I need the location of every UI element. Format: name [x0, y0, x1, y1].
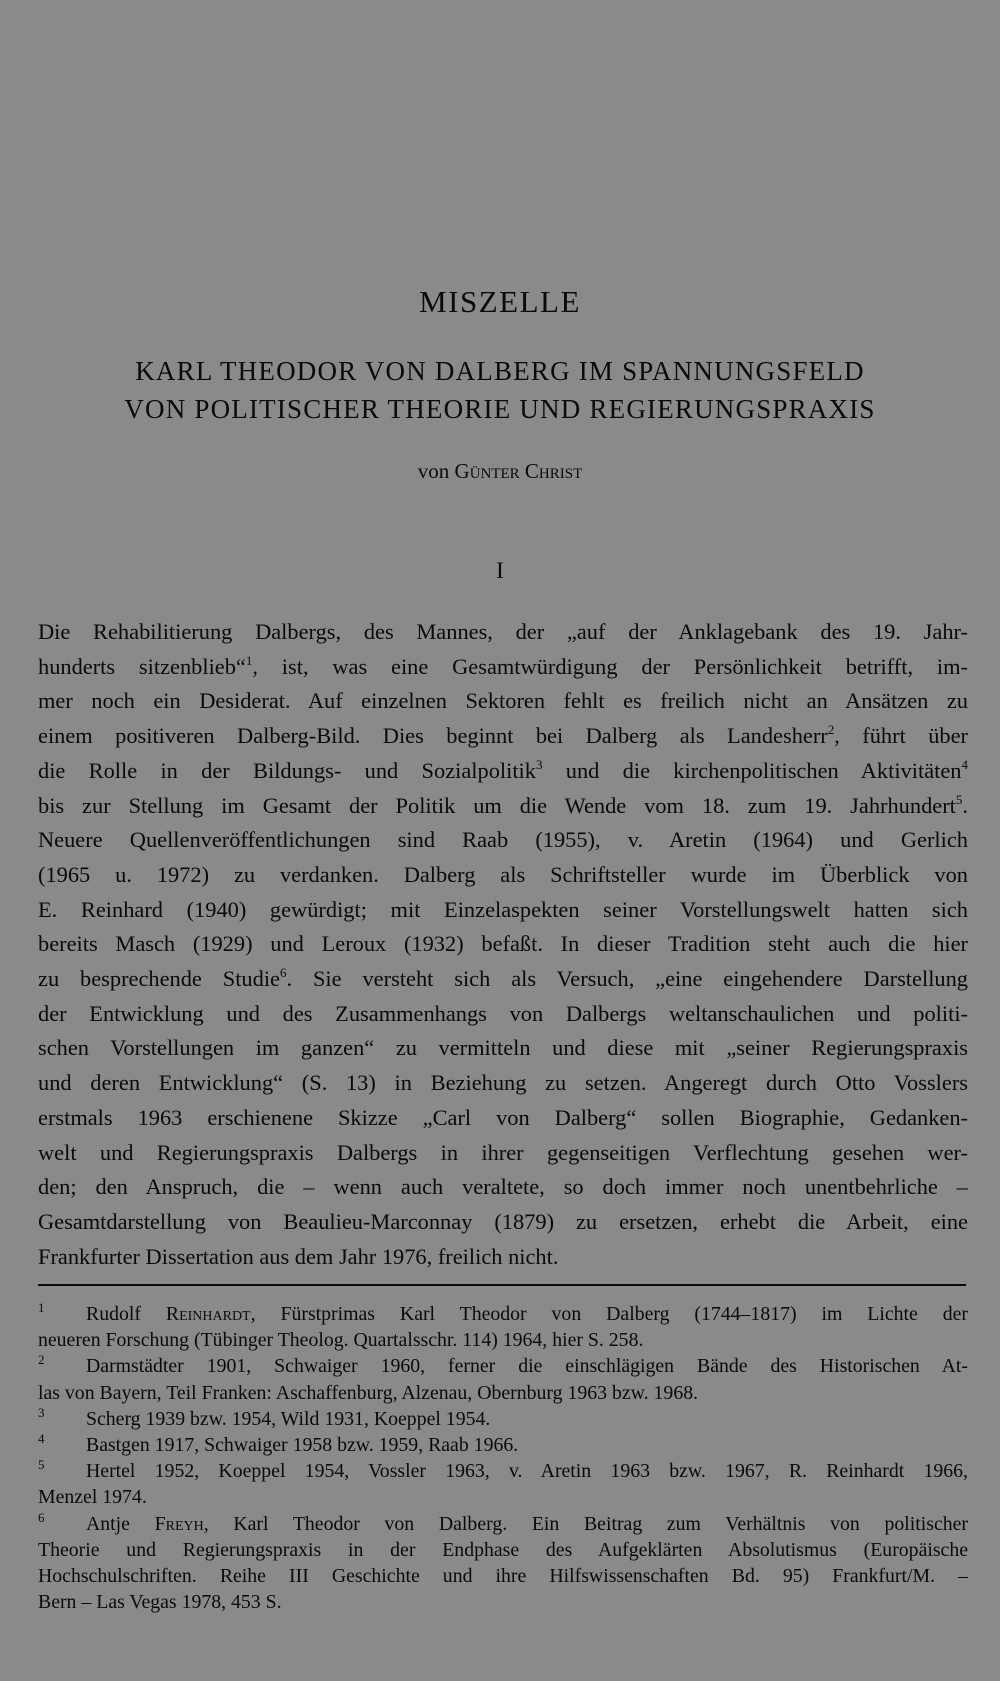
body-text-run: und die kirchenpolitischen Aktivitäten: [542, 757, 962, 783]
footnote-text: , Fürstprimas Karl Theodor von Dalberg (1744–1817) im Lichte der: [250, 1303, 968, 1325]
footnote-2: 2 Darmstädter 1901, Schwaiger 1960, ferner die einschlägigen Bände des Historischen At-: [38, 1352, 968, 1378]
body-line: E. Reinhard (1940) gewürdigt; mit Einzelaspekten seiner Vorstellungswelt hatten sich: [38, 896, 968, 922]
footnote-2-cont: las von Bayern, Teil Franken: Aschaffenburg, Alzenau, Obernburg 1963 bzw. 1968.: [38, 1381, 699, 1404]
body-line: erstmals 1963 erschienene Skizze „Carl von Dalberg“ sollen Biographie, Gedanken-: [38, 1104, 968, 1130]
body-line: der Entwicklung und des Zusammenhangs von Dalbergs weltanschaulichen und politi-: [38, 1000, 968, 1026]
body-text-run: .: [962, 792, 968, 818]
footnote-text: , Karl Theodor von Dalberg. Ein Beitrag zum Verhältnis von politischer: [203, 1512, 968, 1535]
body-text-run: bis zur Stellung im Gesamt der Politik um die Wende vom 18. zum 19. Jahrhundert: [38, 792, 956, 818]
footnotes: [38, 1301, 968, 1615]
footnote-6-cont: Hochschulschriften. Reihe III Geschichte und ihre Hilfswissenschaften Bd. 95) Frankfurt/M. –: [38, 1565, 968, 1588]
article-title-line-1: KARL THEODOR VON DALBERG IM SPANNUNGSFELD: [135, 356, 865, 386]
body-line: bereits Masch (1929) und Leroux (1932) befaßt. In dieser Tradition steht auch die hier: [38, 931, 968, 957]
body-text-run: . Sie versteht sich als Versuch, „eine eingehendere Darstellung: [286, 966, 968, 992]
body-line: Die Rehabilitierung Dalbergs, des Mannes, der „auf der Anklagebank des 19. Jahr-: [38, 619, 968, 644]
footnote-6-cont: Theorie und Regierungspraxis in der Endphase des Aufgeklärten Absolutismus (Europäische: [38, 1538, 968, 1561]
body-line: [38, 789, 968, 824]
body-text-run: die Rolle in der Bildungs- und Sozialpolitik: [38, 757, 536, 783]
footnote-author: Freyh: [154, 1512, 204, 1535]
author-byline: [0, 459, 1000, 484]
footnote-ref[interactable]: 6: [279, 965, 287, 981]
body-line: [38, 754, 968, 789]
footnote-text: Rudolf: [86, 1303, 166, 1325]
body-line: Neuere Quellenveröffentlichungen sind Raab (1955), v. Aretin (1964) und Gerlich: [38, 827, 968, 853]
body-paragraph: [38, 615, 968, 1274]
body-line: schen Vorstellungen im ganzen“ zu vermitteln und diese mit „seiner Regierungspraxis: [38, 1035, 968, 1061]
body-line: (1965 u. 1972) zu verdanken. Dalberg als Schriftsteller wurde im Überblick von: [38, 861, 968, 887]
body-line: [38, 650, 968, 685]
footnote-text: Darmstädter 1901, Schwaiger 1960, ferner die einschlägigen Bände des Historischen At-: [86, 1355, 968, 1378]
author-name: Günter Christ: [454, 459, 583, 483]
footnote-text: Antje: [86, 1512, 155, 1535]
footnote-6-cont: Bern – Las Vegas 1978, 453 S.: [38, 1591, 282, 1614]
article-title: [0, 352, 1000, 428]
section-kicker: MISZELLE: [419, 284, 581, 319]
footnote-5-cont: Menzel 1974.: [38, 1486, 147, 1509]
body-line: [38, 962, 968, 997]
body-text-run: , führt über: [834, 723, 968, 749]
footnote-6: 6 Antje Freyh, Karl Theodor von Dalberg. Ein Beitrag zum Verhältnis von politischer: [38, 1509, 968, 1535]
body-line: [38, 719, 968, 754]
footnote-ref[interactable]: 4: [961, 756, 968, 772]
body-line: mer noch ein Desiderat. Auf einzelnen Sektoren fehlt es freilich nicht an Ansätzen zu: [38, 688, 968, 714]
article-title-line-2: VON POLITISCHER THEORIE UND REGIERUNGSPRAXIS: [124, 394, 876, 424]
footnote-author: Reinhardt: [165, 1303, 251, 1325]
footnote-divider: [38, 1284, 966, 1286]
footnote-text: Bastgen 1917, Schwaiger 1958 bzw. 1959, Raab 1966.: [86, 1434, 519, 1457]
body-line: Frankfurter Dissertation aus dem Jahr 1976, freilich nicht.: [38, 1243, 559, 1269]
body-text-run: hunderts sitzenblieb“: [38, 653, 246, 679]
body-text-run: , ist, was eine Gesamtwürdigung der Persönlichkeit betrifft, im-: [252, 653, 968, 679]
section-numeral: I: [496, 558, 504, 583]
footnote-1-cont: neueren Forschung (Tübinger Theolog. Quartalsschr. 114) 1964, hier S. 258.: [38, 1329, 644, 1352]
footnote-ref[interactable]: 5: [955, 791, 963, 807]
footnote-ref[interactable]: 1: [245, 652, 253, 668]
footnote-3: 3 Scherg 1939 bzw. 1954, Wild 1931, Koeppel 1954.: [38, 1404, 491, 1430]
body-line: den; den Anspruch, die – wenn auch veraltete, so doch immer noch unentbehrliche –: [38, 1174, 968, 1200]
footnote-4: 4 Bastgen 1917, Schwaiger 1958 bzw. 1959, Raab 1966.: [38, 1431, 519, 1457]
body-line: und deren Entwicklung“ (S. 13) in Beziehung zu setzen. Angeregt durch Otto Vosslers: [38, 1070, 968, 1096]
footnote-text: Hertel 1952, Koeppel 1954, Vossler 1963, v. Aretin 1963 bzw. 1967, R. Reinhardt 1966,: [86, 1460, 968, 1483]
author-prefix: von: [417, 459, 455, 483]
footnote-ref[interactable]: 3: [535, 756, 543, 772]
body-text-run: zu besprechende Studie: [38, 966, 280, 992]
footnote-5: 5 Hertel 1952, Koeppel 1954, Vossler 1963, v. Aretin 1963 bzw. 1967, R. Reinhardt 1966,: [38, 1457, 968, 1483]
footnote-1: 1 Rudolf Reinhardt, Fürstprimas Karl Theodor von Dalberg (1744–1817) im Lichte der: [38, 1300, 968, 1325]
footnote-ref[interactable]: 2: [827, 722, 835, 738]
body-line: welt und Regierungspraxis Dalbergs in ihrer gegenseitigen Verflechtung gesehen wer-: [38, 1139, 968, 1165]
footnote-text: Scherg 1939 bzw. 1954, Wild 1931, Koeppel 1954.: [86, 1407, 491, 1430]
body-text-run: einem positiveren Dalberg-Bild. Dies beginnt bei Dalberg als Landesherr: [38, 723, 828, 749]
body-line: Gesamtdarstellung von Beaulieu-Marconnay (1879) zu ersetzen, erhebt die Arbeit, eine: [38, 1208, 968, 1234]
